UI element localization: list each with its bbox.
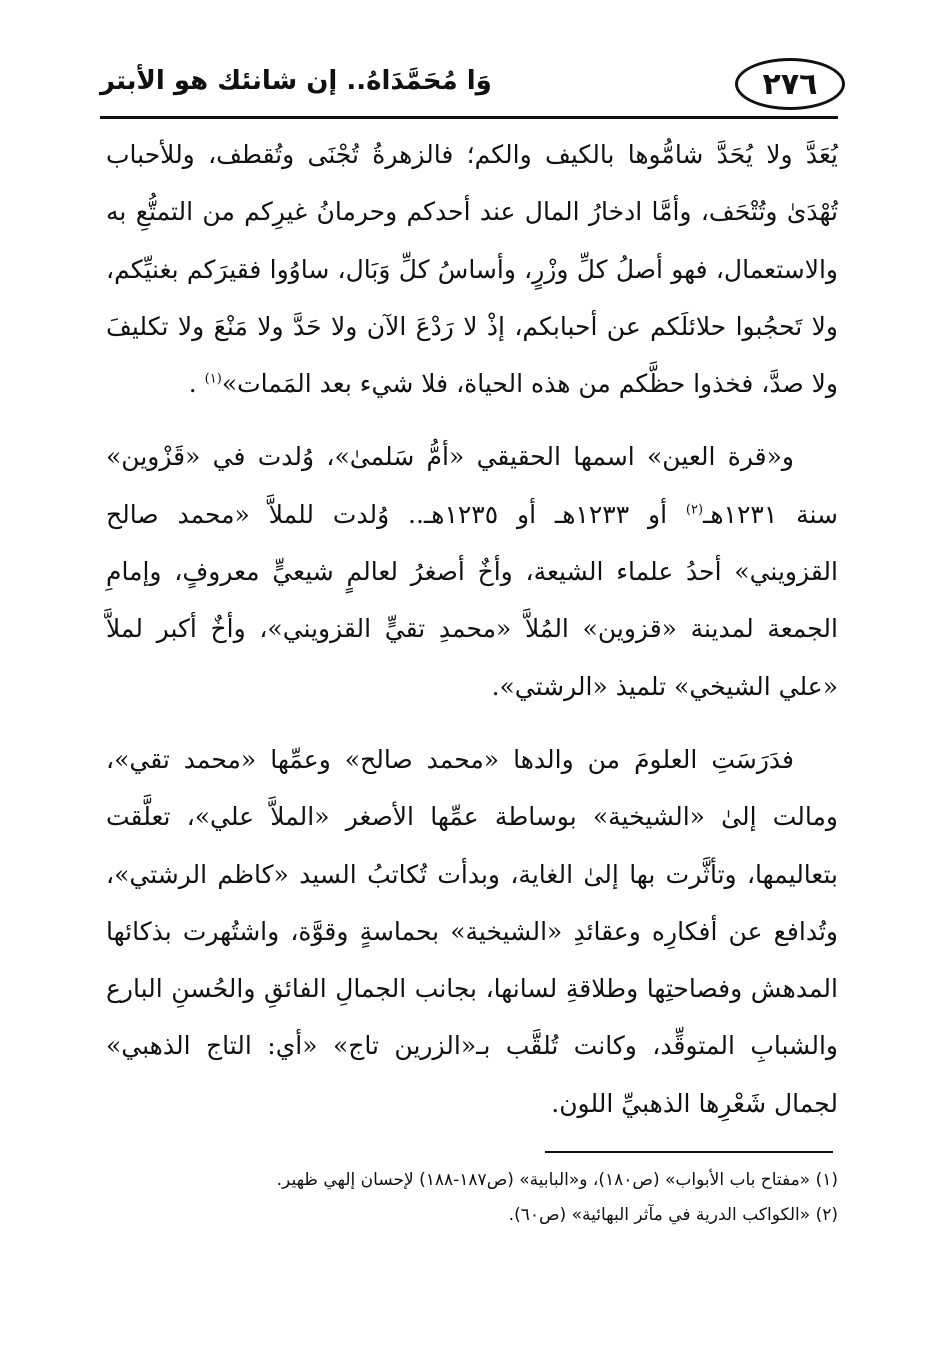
main-text — [106, 126, 838, 1132]
paragraph — [106, 731, 838, 1132]
paragraph-text: فدَرَسَتِ العلومَ من والدها «محمد صالح» وعمِّها «محمد تقي»، ومالت إلىٰ «الشيخية» بوساطة عمِّها الأصغر «الملاَّ علي»، تعلَّقت بتعاليمها، وتأثَّرت بها إلىٰ الغاية، وبدأت تُكاتبُ السيد «كاظم الرشتي»، وتُدافع عن أفكارِه وعقائدِ «الشيخية» بحماسةٍ وقوَّة، واشتُهرت بذكائها المدهش وفصاحتِها وطلاقةِ لسانها، بجانب الجمالِ الفائقِ والحُسنِ البارع والشبابِ المتوقِّد، وكانت تُلقَّب بـ«الزرين تاج» «أي: التاج الذهبي» لجمال شَعْرِها الذهبيِّ اللون. — [106, 744, 838, 1118]
page-number-text: ٢٧٦ — [762, 66, 818, 102]
footnote: (٢) «الكواكب الدرية في مآثر البهائية» (ص٦٠). — [508, 1205, 838, 1225]
paragraph-tail: . — [188, 369, 205, 399]
footnote-reference: (١) — [204, 371, 222, 387]
header-divider — [100, 116, 838, 119]
footnote-divider — [545, 1151, 833, 1153]
paragraph-tail: أو ١٢٣٣هـ أو ١٢٣٥هـ.. وُلدت للملاَّ «محمد صالح القزويني» أحدُ علماء الشيعة، وأخٌ أصغرُ لعالمٍ شيعيٍّ معروفٍ، وإمامِ الجمعة لمدينة «قزوين» المُلاَّ «محمدِ تقيٍّ القزويني»، وأخٌ أكبر لملاَّ «علي الشيخي» تلميذ «الرشتي». — [106, 499, 838, 701]
paragraph — [106, 428, 838, 714]
page-header — [100, 58, 845, 120]
footnote: (١) «مفتاح باب الأبواب» (ص١٨٠)، و«البابية» (ص١٨٧-١٨٨) لإحسان إلهي ظهير. — [276, 1170, 838, 1190]
page-number — [735, 58, 845, 110]
footnotes — [106, 1163, 838, 1233]
paragraph — [106, 126, 838, 412]
running-title: وَا مُحَمَّدَاهُ.. إن شانئك هو الأبتر — [100, 66, 492, 96]
paragraph-text: يُعَدَّ ولا يُحَدَّ شامُّوها بالكيف والكم؛ فالزهرةُ تُجْنَى وتُقطف، وللأحباب تُهْدَىٰ وتُتْحَف، وأمَّا ادخارُ المال عند أحدكم وحرمانُ غيرِكم من التمتُّعِ به والاستعمال، فهو أصلُ كلِّ وزْرٍ، وأساسُ كلِّ وَبَال، ساوُوا فقيرَكم بغنيِّكم، ولا تَحجُبوا حلائلَكم عن أحبابكم، إذْ لا رَدْعَ الآن ولا حَدَّ ولا مَنْعَ ولا تكليفَ ولا صدَّ، فخذوا حظَّكم من هذه الحياة، فلا شيء بعد المَمات» — [106, 140, 838, 399]
footnote-reference: (٢) — [685, 502, 704, 518]
paragraph-text: و«قرة العين» اسمها الحقيقي «أمُّ سَلمىٰ»، وُلدت في «قَزْوين» سنة ١٢٣١هـ — [106, 442, 839, 529]
